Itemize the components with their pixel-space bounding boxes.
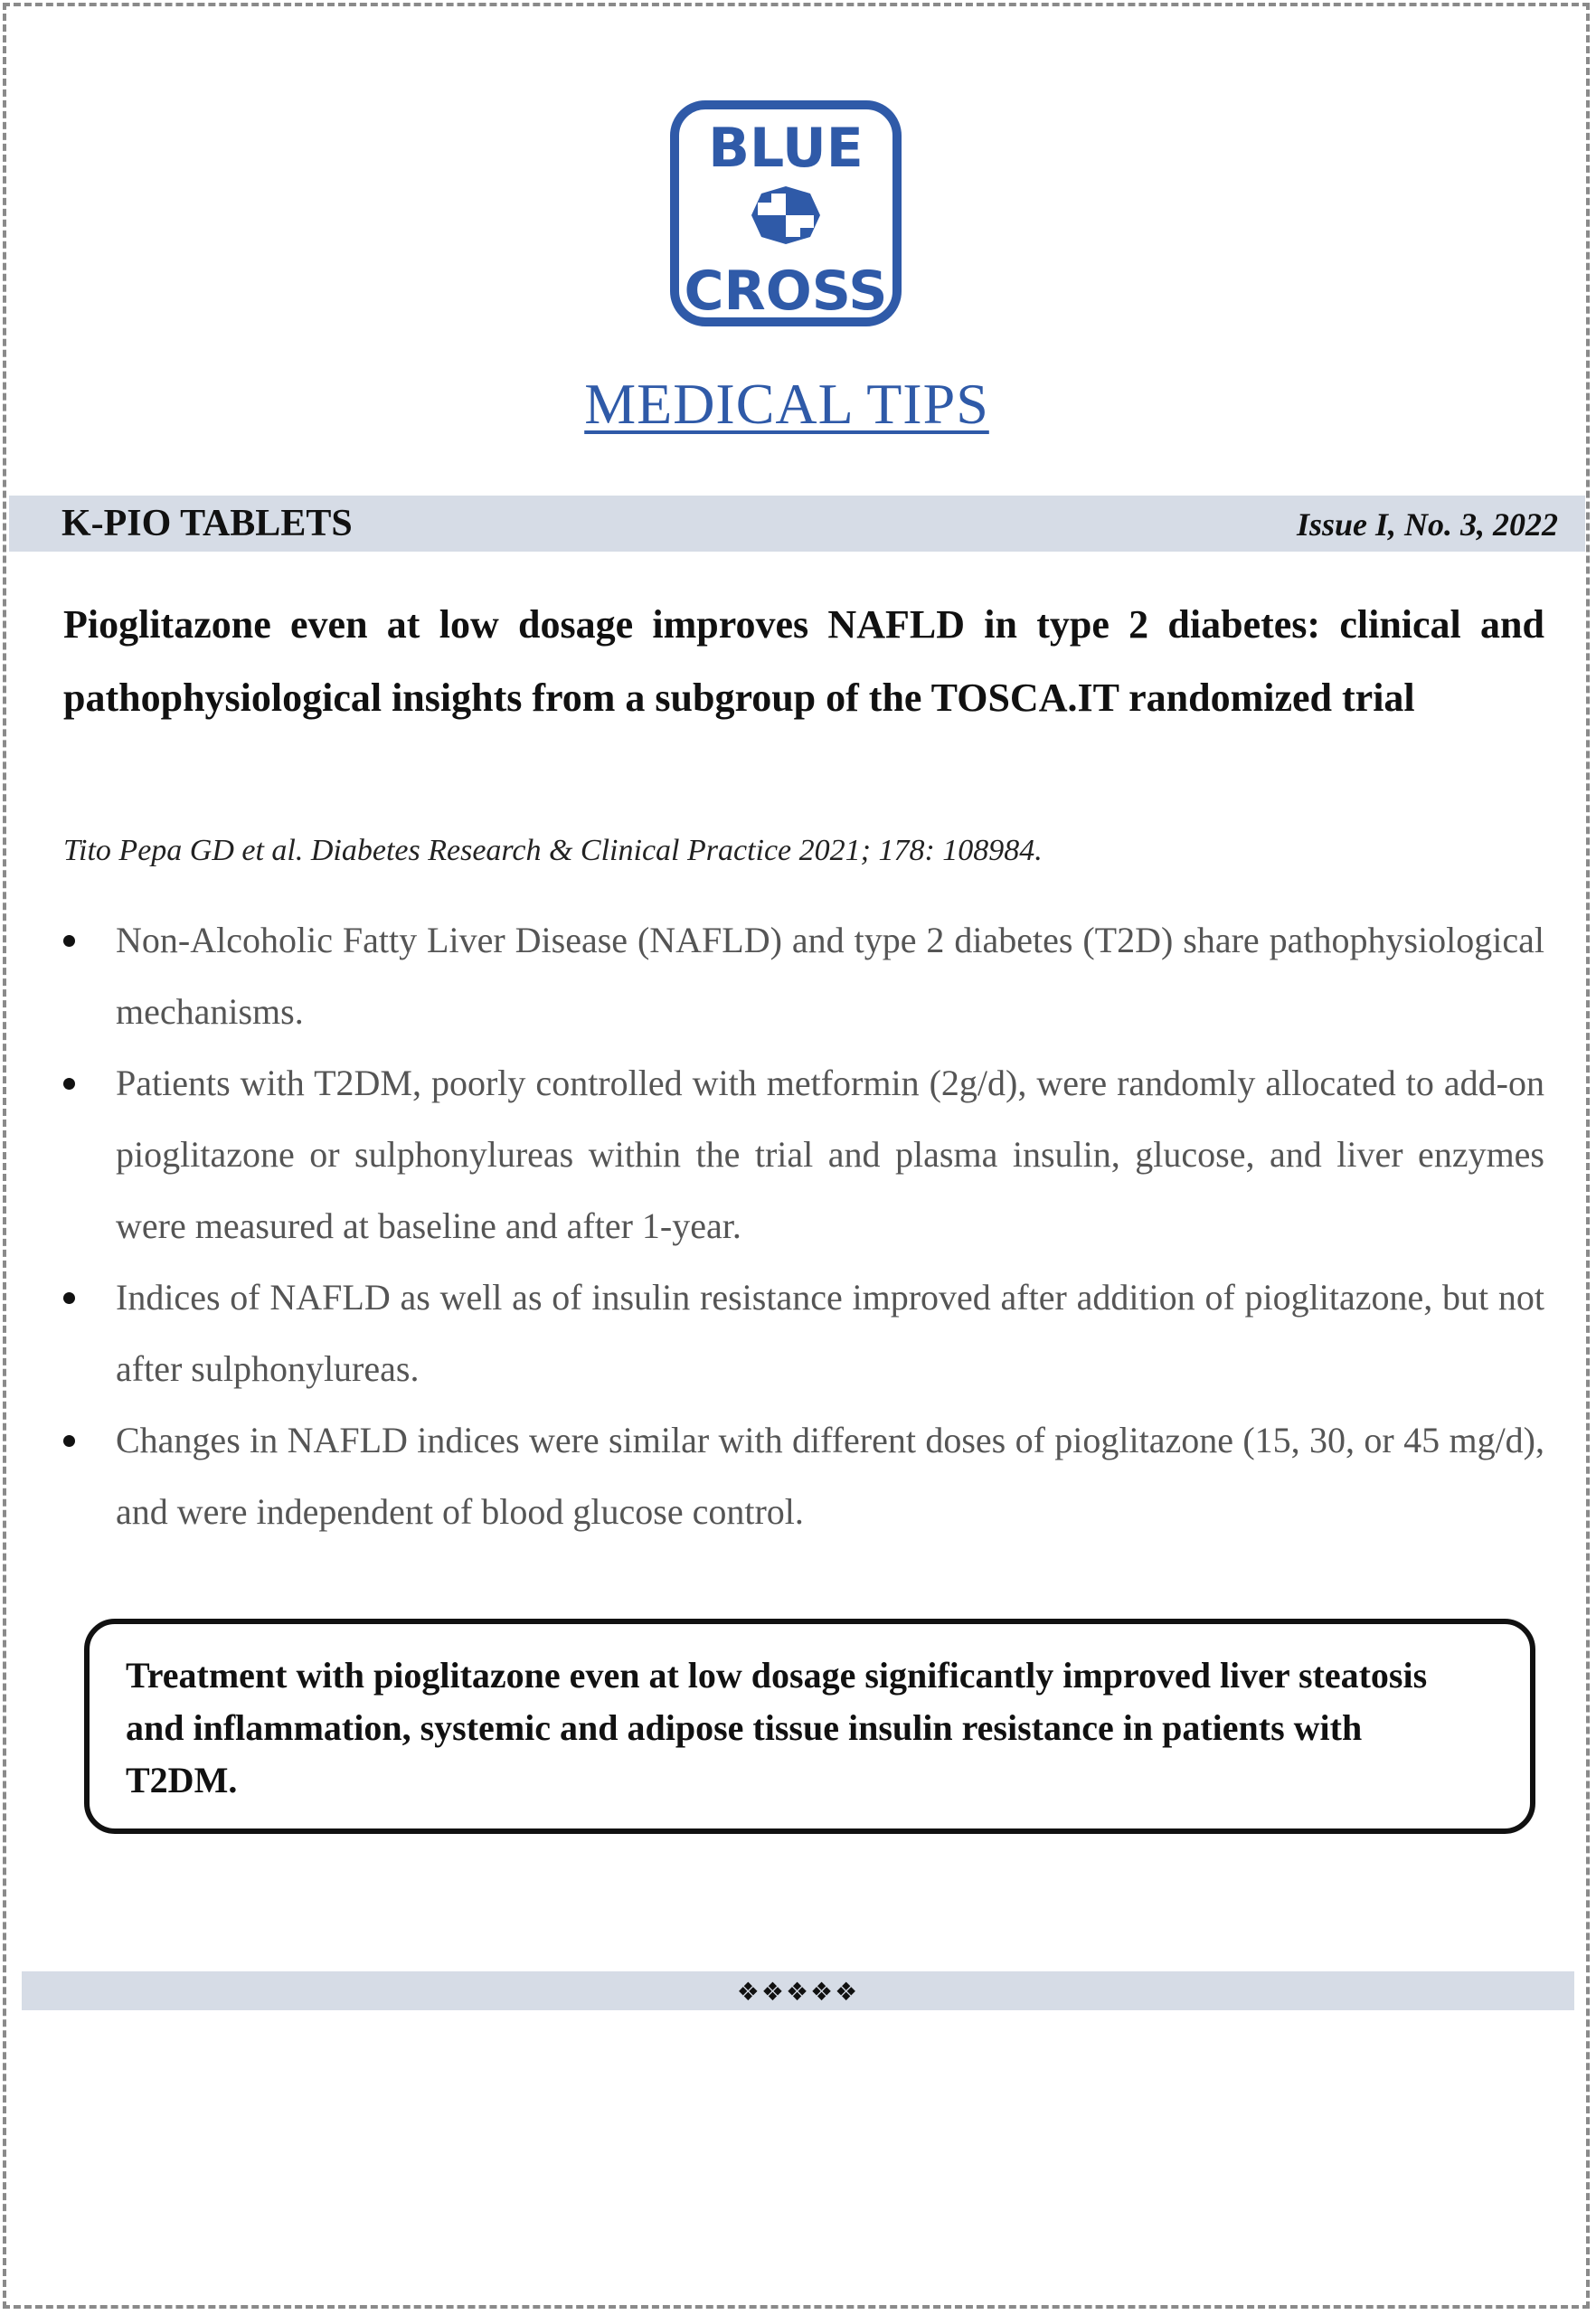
logo-text-top: BLUE (708, 117, 864, 180)
header-band (9, 496, 1585, 552)
bullet-icon (63, 1292, 75, 1304)
product-name: K-PIO TABLETS (61, 503, 353, 544)
page-title: MEDICAL TIPS (584, 372, 989, 436)
article-headline: Pioglitazone even at low dosage improves NAFLD in type 2 diabetes: clinical and pathophysiological insights from a subgroup of the TOSCA.IT randomized trial (63, 602, 1544, 720)
footer-band (22, 1971, 1574, 2010)
footer-ornament: ❖❖❖❖❖ (736, 1977, 860, 2007)
bullet-item: Patients with T2DM, poorly controlled with metformin (2g/d), were randomly allocated to add-on pioglitazone or sulphonylureas within the trial and plasma insulin, glucose, and liver enzymes were measured at baseline and after 1-year. (63, 1047, 1544, 1261)
cross-emblem (751, 186, 820, 244)
bullet-icon (63, 935, 75, 947)
citation: Tito Pepa GD et al. Diabetes Research & Clinical Practice 2021; 178: 108984. (63, 834, 1043, 867)
bullet-item: Indices of NAFLD as well as of insulin resistance improved after addition of pioglitazone, but not after sulphonylureas. (63, 1261, 1544, 1404)
conclusion-box (84, 1619, 1535, 1834)
blue-cross-logo (669, 99, 902, 327)
bullet-item: Changes in NAFLD indices were similar with different doses of pioglitazone (15, 30, or 45 mg/d), and were independent of blood glucose control. (63, 1404, 1544, 1547)
bullet-item: Non-Alcoholic Fatty Liver Disease (NAFLD) and type 2 diabetes (T2D) share pathophysiological mechanisms. (63, 904, 1544, 1047)
logo-text-bottom: CROSS (684, 260, 888, 323)
issue-label: Issue I, No. 3, 2022 (1296, 506, 1558, 543)
bullet-list (63, 904, 1544, 1547)
bullet-icon (63, 1078, 75, 1090)
bullet-icon (63, 1435, 75, 1447)
conclusion-text: Treatment with pioglitazone even at low dosage significantly improved liver steatosis and inflammation, systemic and adipose tissue insulin resistance in patients with T2DM. (126, 1655, 1428, 1800)
